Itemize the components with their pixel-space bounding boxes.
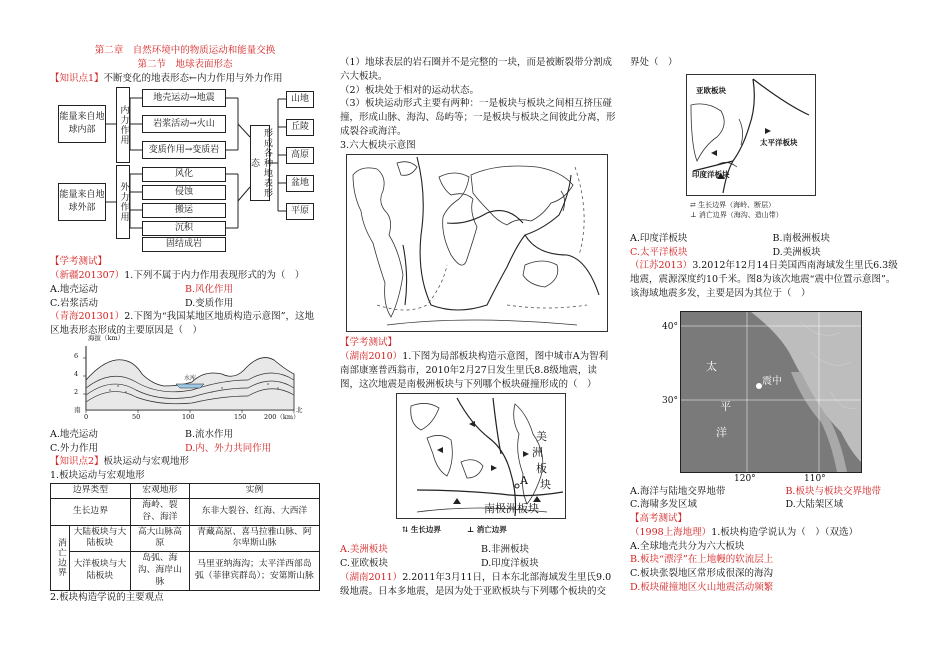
option: C.亚欧板块 [340,558,388,570]
kp1-heading: 【知识点1】不断变化的地表形态←内力作用与外力作用 [50,72,283,84]
internal-source-box: 能量来自地球内部 [58,105,106,143]
chapter-title: 第二章 自然环境中的物质运动和能量交换 [94,45,276,56]
landform-3: 高原 [286,147,314,164]
q3-stem-cont: 地震，震源深度约10千米。图8为该次地震“震中位置示意图”。 [630,274,896,286]
section-title: 第二节 地球表面形态 [137,58,233,70]
internal-item-3: 变质作用→变质岩 [142,141,226,159]
label-tai: 太 [706,359,717,373]
table-cell: 大陆板块与大陆板块 [69,525,130,552]
external-item-5: 固结成岩 [142,237,226,252]
label-pacific-plate: 太平洋板块 [760,137,798,147]
column-middle [340,56,622,598]
label-america-2: 洲 [532,446,543,460]
test2-heading: 【学考测试】 [340,337,398,349]
q2-options [630,232,915,260]
force-diagram [50,87,320,239]
test1-q1-stem: （新疆201307）1.下列不属于内力作用表现形式的为（ ） [50,270,305,282]
table-header: 宏观地形 [130,483,189,498]
landform-5: 平原 [286,203,314,220]
option: A.地壳运动 [50,283,98,295]
kp2-sub2: 2.板块构造学说的主要观点 [50,591,164,603]
option-answer: B.板块与板块交界地带 [785,485,881,497]
q3-stem-end: 该海域地震多发，主要是因为其位于（ ） [630,287,811,299]
option: A.海洋与陆地交界地带 [630,485,726,497]
table-row [51,525,320,552]
external-item-1: 风化 [142,167,226,182]
option: A.全球地壳共分为六大板块 [630,540,745,552]
lon-110-label: 110° [804,473,826,484]
option: D.印度洋板块 [481,558,539,570]
table-row [51,552,320,591]
label-america-1: 美 [536,430,547,444]
lat-30-label: 30° [662,395,678,406]
option: A.地壳运动 [50,428,98,440]
epicenter-map-figure [662,303,862,485]
column-right [630,56,915,595]
table-cell: 东非大裂谷、红海、大西洋 [189,498,319,525]
x-tick: 50 [132,412,141,421]
viewpoint-3-cont: 撞，形成山脉、海沟、岛屿等；一是板块与板块之间彼此分离，形 [340,112,616,124]
test1-q2-options [50,428,320,456]
internal-item-1: 地壳运动→地震 [142,89,226,107]
test2-q1-options [340,543,622,571]
lon-120-label: 120° [734,473,756,484]
six-plates-title: 3.六大板块示意图 [340,139,416,151]
landform-4: 盆地 [286,175,314,192]
geologic-section-figure [72,333,303,424]
reservoir-label: 水库 [184,374,197,382]
epicenter-map-drawing [681,312,861,472]
viewpoint-3: （3）板块运动形式主要有两种：一是板块与板块之间相互挤压碰 [340,98,613,110]
label-antarctic-plate: 南极洲板块 [484,502,539,516]
q3-options [630,485,915,513]
option-answer: B.风化作用 [185,283,234,295]
test1-heading: 【学考测试】 [50,256,108,268]
external-item-2: 侵蚀 [142,185,226,200]
option: D.变质作用 [185,297,234,309]
q2-continuation: 界处（ ） [630,57,678,68]
y-tick: 4 [74,369,79,378]
label-city-a: A [520,474,528,488]
gaokao-q1-stem: （1998上海地理）1.板块构造学说认为（ ）（双选） [630,526,859,538]
table-side-label: 消亡边界 [51,525,70,590]
table-header: 实例 [189,483,319,498]
x-tick: 0 [84,412,89,421]
label-america-3: 板 [536,462,547,476]
local-plates-figure [396,393,566,543]
option-answer: A.美洲板块 [340,544,388,556]
landform-1: 山地 [286,91,314,108]
test2-q1-stem-cont: 南部康塞普西翁市，2010年2月27日发生里氏8.8级地震，读 [340,364,597,376]
label-yang: 洋 [716,425,727,439]
table-cell: 高大山脉高原 [130,525,189,552]
viewpoint-1: （1）地球表层的岩石圈并不是完整的一块，而是被断裂带分割成 [340,57,613,68]
plate-boundary-table [50,483,320,591]
external-item-3: 搬运 [142,203,226,218]
label-america-4: 块 [540,478,551,492]
japan-plates-legend [690,200,783,221]
viewpoint-2: （2）板块处于相对的运动状态。 [340,84,480,96]
viewpoint-3-end: 成裂谷或海洋。 [340,125,407,137]
option: D.美洲板块 [772,246,821,258]
landform-2: 丘陵 [286,119,314,136]
internal-label-box: 内力作用 [116,87,130,163]
epicenter-label: 震中 [762,375,782,387]
label-indian-plate: 印度洋板块 [692,169,730,179]
viewpoint-1-cont: 六大板块。 [340,70,388,82]
table-cell: 生长边界 [51,498,131,525]
option: C.海啸多发区域 [630,499,697,511]
legend-subduction: ⊥ 消亡边界（海沟、造山带） [690,211,783,220]
x-tick: 200（km） [264,412,300,421]
label-eurasian-plate: 亚欧板块 [696,85,726,95]
test1-q1-options [50,283,320,311]
south-label: 南 [74,405,81,414]
external-label-box: 外力作用 [116,165,130,239]
axis-top-label: 海拔（km） [88,333,125,342]
kp2-sub1: 1.板块运动与宏观地形 [50,470,145,482]
diagram-connectors [50,87,320,239]
option: B.南极洲板块 [772,232,831,244]
legend-growth: ⇅ 生长边界 [402,525,441,535]
y-tick: 2 [74,387,79,396]
epicenter-map-image [680,311,862,473]
q3-stem: （江苏2013）3.2012年12月14日美国西南海域发生里氏6.3级 [630,260,898,272]
external-source-box: 能量来自地球外部 [58,183,106,221]
option: A.印度洋板块 [630,232,688,244]
test1-q2-stem-cont: 区地表形态形成的主要原因是（ ） [50,325,203,337]
local-plates-legend [402,525,507,536]
table-cell: 海岭、裂谷、海洋 [130,498,189,525]
option: C.外力作用 [50,442,98,454]
column-left [50,44,320,605]
gaokao-heading: 【高考测试】 [630,513,688,525]
option: C.板块张裂地区常形成很深的海沟 [630,568,773,580]
table-cell: 马里亚纳海沟；太平洋西部岛弧（菲律宾群岛）；安第斯山脉 [189,552,319,591]
option: B.流水作用 [185,428,234,440]
y-tick: 6 [74,351,79,360]
table-cell: 岛弧、海沟、海岸山脉 [130,552,189,591]
japan-plates-figure [686,74,816,230]
internal-item-2: 岩浆活动→火山 [142,115,226,133]
kp2-heading: 【知识点2】板块运动与宏观地形 [50,456,190,468]
x-tick: 100 [182,412,195,421]
option-answer: D.内、外力共同作用 [185,442,272,454]
result-box: 形成各种地表形态 [250,125,270,201]
test1-q2-stem: （青海201301）2.下图为“我国某地区地质构造示意图”，这地 [50,311,315,323]
test2-q2-stem: （湖南2011）2.2011年3月11日，日本东北部海域发生里氏9.0 [340,571,612,583]
table-cell: 大洋板块与大陆板块 [69,552,130,591]
legend-subduction: ⊥ 消亡边界 [466,525,507,535]
option-answer: D.板块碰撞地区火山地震活动频繁 [630,581,774,593]
world-map-drawing [347,155,607,331]
table-row [51,498,320,525]
option: C.岩浆活动 [50,297,98,309]
table-header-row [51,483,320,498]
label-ping: 平 [720,399,731,413]
external-item-4: 沉积 [142,221,226,236]
north-label: 北 [296,405,303,414]
option-answer: C.太平洋板块 [630,246,688,258]
option-answer: B.板块“漂浮”在上地幔的软流层上 [630,554,774,566]
table-cell: 青藏高原、喜马拉雅山脉、阿尔卑斯山脉 [189,525,319,552]
legend-growth: ⇄ 生长边界（海岭、断层） [690,200,776,209]
table-header: 边界类型 [51,483,131,498]
option: B.非洲板块 [481,544,530,556]
lat-40-label: 40° [662,321,678,332]
test2-q1-stem-end: 图，这次地震是南极洲板块与下列哪个板块碰撞形成的（ ） [340,378,597,390]
x-tick: 150 [234,412,247,421]
test2-q2-stem-cont: 级地震。日本多地震，是因为处于亚欧板块与下列哪个板块的交 [340,585,607,597]
option: D.大陆架区域 [785,499,844,511]
test2-q1-stem: （湖南2010）1.下图为局部板块构造示意图，图中城市A为智利 [340,351,609,363]
six-plates-map [346,154,608,332]
